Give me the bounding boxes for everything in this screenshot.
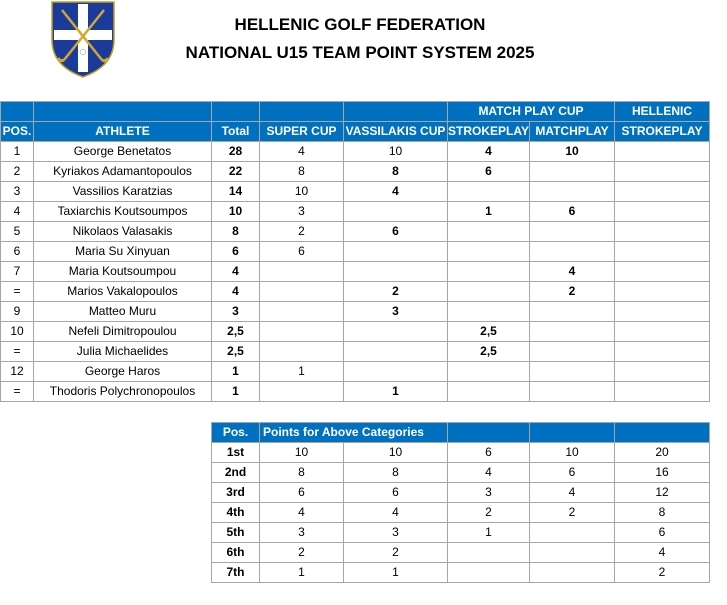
total-cell: 2,5	[212, 322, 260, 342]
points-table	[211, 422, 710, 583]
pos-cell: 3	[1, 182, 34, 202]
mp-matchplay-cell	[530, 322, 615, 342]
hellenic-cell	[615, 262, 710, 282]
mp-matchplay-cell: 10	[530, 142, 615, 162]
super-cup-cell	[260, 342, 344, 362]
mp-strokeplay-cell: 4	[448, 142, 530, 162]
pos-cell: 2	[1, 162, 34, 182]
pos-cell: =	[1, 342, 34, 362]
total-cell: 4	[212, 262, 260, 282]
vassilakis-cell	[344, 362, 448, 382]
header-cell	[344, 102, 448, 122]
points-hellenic-cell: 4	[615, 543, 710, 563]
header-cell	[448, 423, 530, 443]
mp-matchplay-cell	[530, 382, 615, 402]
vassilakis-cell	[344, 202, 448, 222]
hellenic-cell	[615, 382, 710, 402]
points-vassilakis-cell: 4	[344, 503, 448, 523]
mp-matchplay-cell	[530, 302, 615, 322]
points-col-label: Points for Above Categories	[260, 423, 448, 443]
super-cup-cell: 3	[260, 202, 344, 222]
mp-matchplay-cell	[530, 342, 615, 362]
table-row	[1, 282, 710, 302]
points-super-cup-cell: 1	[260, 563, 344, 583]
mp-strokeplay-cell	[448, 182, 530, 202]
hellenic-cell	[615, 182, 710, 202]
vassilakis-cell: 8	[344, 162, 448, 182]
col-mp-matchplay: MATCHPLAY	[530, 122, 615, 142]
table-row	[1, 382, 710, 402]
points-mp-matchplay-cell: 10	[530, 443, 615, 463]
table-row	[1, 162, 710, 182]
total-cell: 3	[212, 302, 260, 322]
pos-cell: 1	[1, 142, 34, 162]
mp-strokeplay-cell: 2,5	[448, 322, 530, 342]
points-body	[212, 443, 710, 583]
points-hellenic-cell: 8	[615, 503, 710, 523]
points-hellenic-cell: 12	[615, 483, 710, 503]
header-cell	[530, 423, 615, 443]
total-cell: 2,5	[212, 342, 260, 362]
standings-header	[1, 102, 710, 142]
points-pos-cell: 7th	[212, 563, 260, 583]
mp-strokeplay-cell: 2,5	[448, 342, 530, 362]
points-hellenic-cell: 20	[615, 443, 710, 463]
header-cell	[1, 102, 34, 122]
table-row	[1, 142, 710, 162]
table-row	[1, 242, 710, 262]
vassilakis-cell	[344, 342, 448, 362]
points-super-cup-cell: 8	[260, 463, 344, 483]
total-cell: 8	[212, 222, 260, 242]
vassilakis-cell: 4	[344, 182, 448, 202]
pos-cell: 10	[1, 322, 34, 342]
table-row	[1, 322, 710, 342]
points-mp-strokeplay-cell: 1	[448, 523, 530, 543]
points-super-cup-cell: 2	[260, 543, 344, 563]
super-cup-cell: 4	[260, 142, 344, 162]
points-col-pos: Pos.	[212, 423, 260, 443]
col-super-cup: SUPER CUP	[260, 122, 344, 142]
points-mp-matchplay-cell: 2	[530, 503, 615, 523]
mp-matchplay-cell	[530, 242, 615, 262]
mp-matchplay-cell: 6	[530, 202, 615, 222]
points-mp-strokeplay-cell: 4	[448, 463, 530, 483]
total-cell: 22	[212, 162, 260, 182]
athlete-cell: Taxiarchis Koutsoumpos	[34, 202, 212, 222]
athlete-cell: Nefeli Dimitropoulou	[34, 322, 212, 342]
mp-strokeplay-cell	[448, 362, 530, 382]
mp-strokeplay-cell	[448, 262, 530, 282]
points-pos-cell: 1st	[212, 443, 260, 463]
points-mp-strokeplay-cell: 6	[448, 443, 530, 463]
total-cell: 1	[212, 362, 260, 382]
points-hellenic-cell: 6	[615, 523, 710, 543]
points-mp-strokeplay-cell: 2	[448, 503, 530, 523]
points-pos-cell: 6th	[212, 543, 260, 563]
points-vassilakis-cell: 10	[344, 443, 448, 463]
points-vassilakis-cell: 2	[344, 543, 448, 563]
match-play-cup-header: MATCH PLAY CUP	[448, 102, 615, 122]
super-cup-cell	[260, 282, 344, 302]
points-mp-matchplay-cell	[530, 563, 615, 583]
points-vassilakis-cell: 1	[344, 563, 448, 583]
hellenic-cell	[615, 222, 710, 242]
super-cup-cell	[260, 262, 344, 282]
mp-strokeplay-cell	[448, 382, 530, 402]
super-cup-cell	[260, 382, 344, 402]
pos-cell: 6	[1, 242, 34, 262]
vassilakis-cell: 1	[344, 382, 448, 402]
total-cell: 6	[212, 242, 260, 262]
table-row	[1, 362, 710, 382]
points-mp-matchplay-cell	[530, 523, 615, 543]
athlete-cell: Thodoris Polychronopoulos	[34, 382, 212, 402]
federation-title: HELLENIC GOLF FEDERATION	[234, 15, 486, 34]
athlete-cell: Marios Vakalopoulos	[34, 282, 212, 302]
points-mp-strokeplay-cell: 3	[448, 483, 530, 503]
table-row	[212, 543, 710, 563]
table-row	[212, 463, 710, 483]
super-cup-cell: 8	[260, 162, 344, 182]
hellenic-cell	[615, 362, 710, 382]
mp-matchplay-cell	[530, 182, 615, 202]
mp-strokeplay-cell	[448, 282, 530, 302]
super-cup-cell	[260, 302, 344, 322]
table-row	[212, 443, 710, 463]
standings-table	[0, 101, 710, 402]
athlete-cell: Nikolaos Valasakis	[34, 222, 212, 242]
table-row	[1, 182, 710, 202]
col-mp-strokeplay: STROKEPLAY	[448, 122, 530, 142]
athlete-cell: Matteo Muru	[34, 302, 212, 322]
col-athlete: ATHLETE	[34, 122, 212, 142]
points-header	[212, 423, 710, 443]
hellenic-header: HELLENIC	[615, 102, 710, 122]
vassilakis-cell: 3	[344, 302, 448, 322]
athlete-cell: Vassilios Karatzias	[34, 182, 212, 202]
super-cup-cell: 10	[260, 182, 344, 202]
hellenic-cell	[615, 202, 710, 222]
col-vassilakis-cup: VASSILAKIS CUP	[344, 122, 448, 142]
pos-cell: 5	[1, 222, 34, 242]
hellenic-cell	[615, 242, 710, 262]
hellenic-cell	[615, 342, 710, 362]
points-mp-strokeplay-cell	[448, 543, 530, 563]
pos-cell: 7	[1, 262, 34, 282]
table-row	[212, 483, 710, 503]
points-pos-cell: 2nd	[212, 463, 260, 483]
page-title: NATIONAL U15 TEAM POINT SYSTEM 2025	[185, 43, 535, 62]
mp-strokeplay-cell	[448, 302, 530, 322]
col-hellenic-strokeplay: STROKEPLAY	[615, 122, 710, 142]
hellenic-cell	[615, 162, 710, 182]
hellenic-cell	[615, 302, 710, 322]
athlete-cell: George Haros	[34, 362, 212, 382]
federation-logo	[50, 0, 116, 78]
hellenic-cell	[615, 282, 710, 302]
points-pos-cell: 4th	[212, 503, 260, 523]
total-cell: 1	[212, 382, 260, 402]
table-row	[212, 523, 710, 543]
table-row	[1, 342, 710, 362]
col-total: Total	[212, 122, 260, 142]
vassilakis-cell	[344, 262, 448, 282]
super-cup-cell: 2	[260, 222, 344, 242]
standings-body	[1, 142, 710, 402]
points-mp-strokeplay-cell	[448, 563, 530, 583]
athlete-cell: Kyriakos Adamantopoulos	[34, 162, 212, 182]
athlete-cell: George Benetatos	[34, 142, 212, 162]
total-cell: 28	[212, 142, 260, 162]
athlete-cell: Maria Koutsoumpou	[34, 262, 212, 282]
points-hellenic-cell: 2	[615, 563, 710, 583]
total-cell: 4	[212, 282, 260, 302]
total-cell: 14	[212, 182, 260, 202]
pos-cell: =	[1, 282, 34, 302]
points-mp-matchplay-cell: 6	[530, 463, 615, 483]
super-cup-cell: 1	[260, 362, 344, 382]
mp-matchplay-cell	[530, 222, 615, 242]
points-super-cup-cell: 10	[260, 443, 344, 463]
vassilakis-cell	[344, 242, 448, 262]
total-cell: 10	[212, 202, 260, 222]
col-pos: POS.	[1, 122, 34, 142]
vassilakis-cell	[344, 322, 448, 342]
header-cell	[212, 102, 260, 122]
points-pos-cell: 3rd	[212, 483, 260, 503]
header-cell	[615, 423, 710, 443]
table-row	[212, 563, 710, 583]
mp-strokeplay-cell	[448, 222, 530, 242]
mp-matchplay-cell: 4	[530, 262, 615, 282]
mp-matchplay-cell: 2	[530, 282, 615, 302]
points-vassilakis-cell: 8	[344, 463, 448, 483]
table-row	[1, 302, 710, 322]
pos-cell: 9	[1, 302, 34, 322]
points-super-cup-cell: 3	[260, 523, 344, 543]
points-hellenic-cell: 16	[615, 463, 710, 483]
mp-matchplay-cell	[530, 162, 615, 182]
table-row	[1, 262, 710, 282]
mp-strokeplay-cell: 1	[448, 202, 530, 222]
hellenic-cell	[615, 142, 710, 162]
pos-cell: =	[1, 382, 34, 402]
super-cup-cell	[260, 322, 344, 342]
table-row	[212, 503, 710, 523]
super-cup-cell: 6	[260, 242, 344, 262]
athlete-cell: Maria Su Xinyuan	[34, 242, 212, 262]
vassilakis-cell: 6	[344, 222, 448, 242]
header-cell	[34, 102, 212, 122]
vassilakis-cell: 10	[344, 142, 448, 162]
table-row	[1, 202, 710, 222]
points-vassilakis-cell: 6	[344, 483, 448, 503]
table-row	[1, 222, 710, 242]
points-vassilakis-cell: 3	[344, 523, 448, 543]
points-mp-matchplay-cell: 4	[530, 483, 615, 503]
athlete-cell: Julia Michaelides	[34, 342, 212, 362]
points-super-cup-cell: 4	[260, 503, 344, 523]
pos-cell: 4	[1, 202, 34, 222]
mp-matchplay-cell	[530, 362, 615, 382]
mp-strokeplay-cell	[448, 242, 530, 262]
points-pos-cell: 5th	[212, 523, 260, 543]
hellenic-cell	[615, 322, 710, 342]
pos-cell: 12	[1, 362, 34, 382]
header-cell	[260, 102, 344, 122]
mp-strokeplay-cell: 6	[448, 162, 530, 182]
vassilakis-cell: 2	[344, 282, 448, 302]
points-super-cup-cell: 6	[260, 483, 344, 503]
points-mp-matchplay-cell	[530, 543, 615, 563]
